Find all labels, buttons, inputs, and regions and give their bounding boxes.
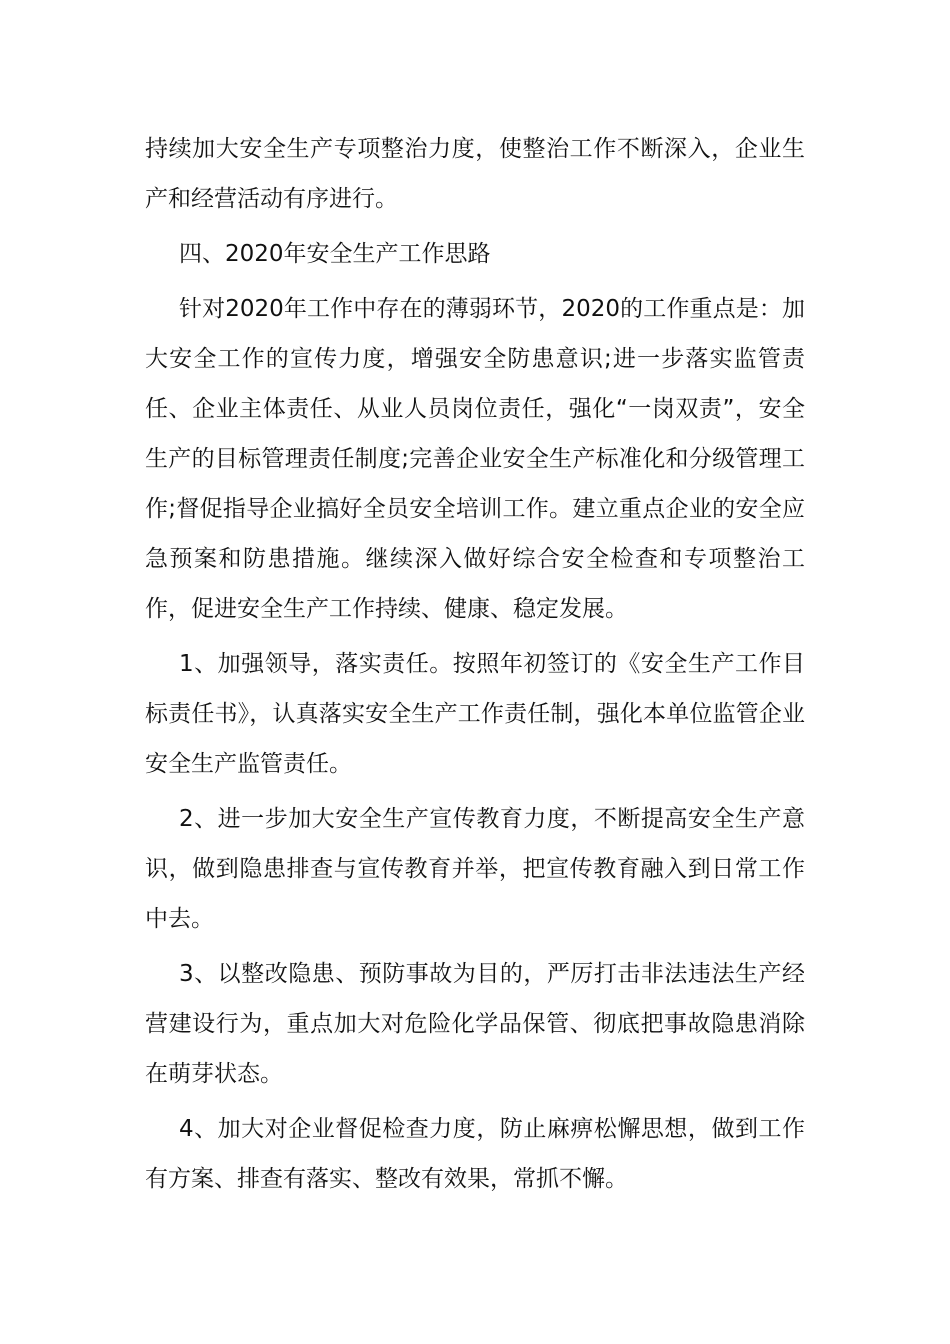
document-body [145, 124, 805, 1209]
paragraph-continuation: 持续加大安全生产专项整治力度，使整治工作不断深入，企业生产和经营活动有序进行。 [145, 136, 805, 212]
section-heading: 四、2020年安全生产工作思路 [179, 241, 491, 267]
list-item-3: 3、以整改隐患、预防事故为目的，严厉打击非法违法生产经营建设行为，重点加大对危险化学品保管、彻底把事故隐患消除在萌芽状态。 [145, 961, 805, 1087]
paragraph-focus: 针对2020年工作中存在的薄弱环节，2020的工作重点是：加大安全工作的宣传力度，增强安全防患意识;进一步落实监管责任、企业主体责任、从业人员岗位责任，强化“一岗双责”，安全生产的目标管理责任制度;完善企业安全生产标准化和分级管理工作;督促指导企业搞好全员安全培训工作。建立重点企业的安全应急预案和防患措施。继续深入做好综合安全检查和专项整治工作，促进安全生产工作持续、健康、稳定发展。 [145, 296, 805, 622]
list-item-1: 1、加强领导，落实责任。按照年初签订的《安全生产工作目标责任书》，认真落实安全生产工作责任制，强化本单位监管企业安全生产监管责任。 [145, 651, 805, 777]
list-item-4: 4、加大对企业督促检查力度，防止麻痹松懈思想，做到工作有方案、排查有落实、整改有效果，常抓不懈。 [145, 1116, 805, 1192]
list-item-2: 2、进一步加大安全生产宣传教育力度，不断提高安全生产意识，做到隐患排查与宣传教育并举，把宣传教育融入到日常工作中去。 [145, 806, 805, 932]
